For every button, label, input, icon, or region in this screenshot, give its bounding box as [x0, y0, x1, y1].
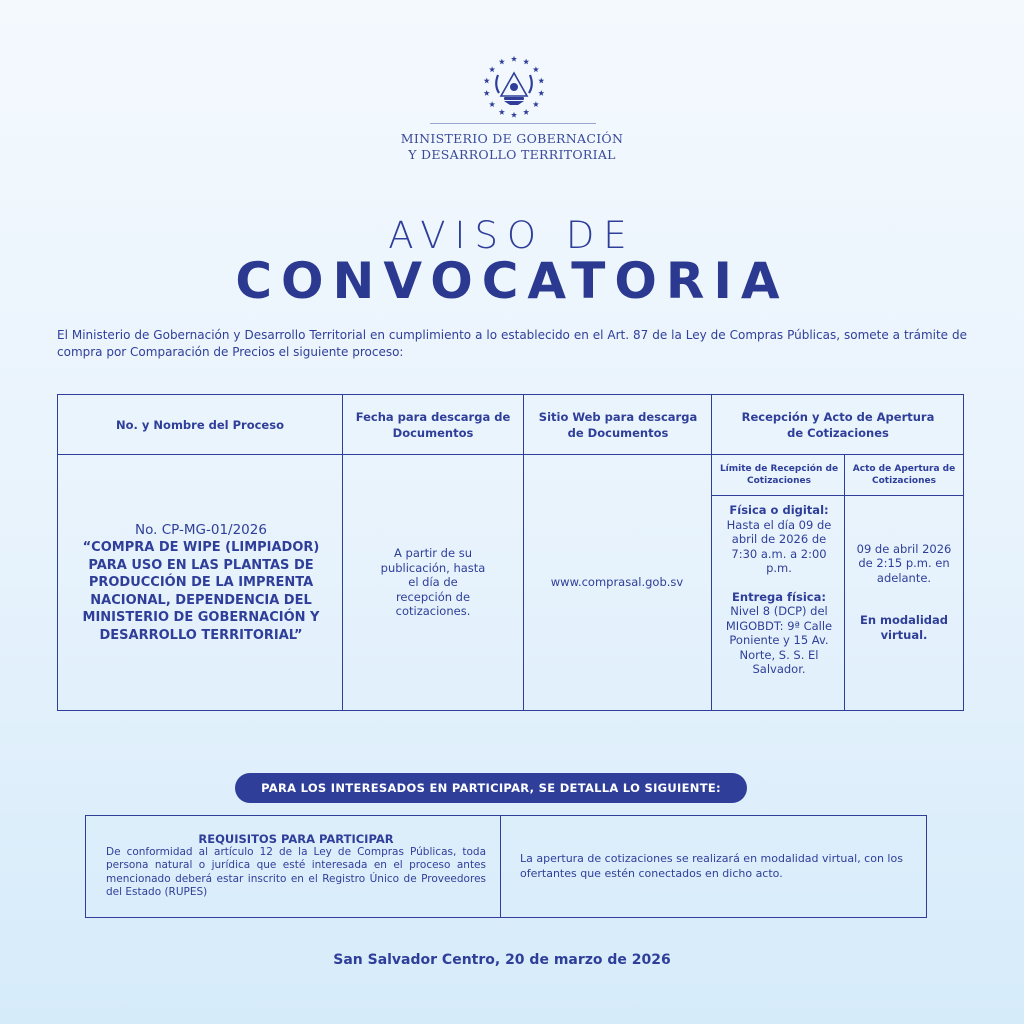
- cell-download-date: [380, 455, 486, 710]
- table-column-divider: [523, 395, 524, 710]
- seal-star-icon: [511, 112, 517, 118]
- virtual-opening-text: La apertura de cotizaciones se realizará en modalidad virtual, con los ofertantes que estén conectados en dicho acto.: [520, 852, 903, 880]
- seal-star-icon: [523, 59, 529, 65]
- website-link[interactable]: www.comprasal.gob.sv: [550, 575, 684, 590]
- footer-date: San Salvador Centro, 20 de marzo de 2026: [333, 952, 671, 968]
- opening-mode: En modalidad virtual.: [859, 613, 949, 642]
- participation-banner: PARA LOS INTERESADOS EN PARTICIPAR, SE DETALLA LO SIGUIENTE:: [235, 773, 747, 803]
- virtual-opening-cell: [502, 816, 926, 917]
- seal-star-icon: [499, 59, 505, 65]
- cell-limit: [724, 497, 834, 677]
- seal-star-icon: [538, 90, 544, 96]
- seal-star-icon: [484, 78, 490, 84]
- cell-process: [72, 455, 330, 710]
- ministry-name: [312, 131, 712, 163]
- header-download-date: Fecha para descarga de Documentos: [355, 409, 511, 440]
- limit-label-physical-delivery: Entrega física:: [732, 589, 826, 604]
- limit-text-physical-delivery: Nivel 8 (DCP) del MIGOBDT: 9ª Calle Poniente y 15 Av. Norte, S. S. El Salvador.: [725, 604, 833, 676]
- title-convocatoria: CONVOCATORIA: [235, 252, 789, 310]
- limit-label-physical-digital: Física o digital:: [729, 503, 829, 517]
- opening-text: 09 de abril 2026 de 2:15 p.m. en adelante.: [856, 541, 952, 585]
- ministry-name-line2: Y DESARROLLO TERRITORIAL: [408, 147, 616, 162]
- header-reception: Recepción y Acto de Apertura de Cotizaciones: [741, 409, 935, 440]
- seal-star-icon: [499, 109, 505, 115]
- process-name: “COMPRA DE WIPE (LIMPIADOR) PARA USO EN LAS PLANTAS DE PRODUCCIÓN DE LA IMPRENTA NACIONAL, DEPENDENCIA DEL MINISTERIO DE GOBERNACIÓN Y DESARROLLO TERRITORIAL”: [82, 540, 320, 643]
- seal-star-icon: [489, 101, 495, 107]
- subheader-opening: Acto de Apertura de Cotizaciones: [852, 464, 956, 486]
- cell-opening: [850, 497, 958, 687]
- requirements-cell: [86, 816, 500, 917]
- limit-text-physical-digital: Hasta el día 09 de abril de 2026 de 7:30 a.m. a 2:00 p.m.: [726, 517, 832, 575]
- table-column-divider: [711, 395, 712, 710]
- title-aviso-de: AVISO DE: [388, 214, 636, 257]
- process-number: No. CP-MG-01/2026: [135, 522, 267, 538]
- requirements-title: REQUISITOS PARA PARTICIPAR: [198, 832, 394, 846]
- seal-star-icon: [523, 109, 529, 115]
- table-column-divider: [342, 395, 343, 710]
- subheader-limit: Límite de Recepción de Cotizaciones: [719, 464, 839, 486]
- seal-star-icon: [538, 78, 544, 84]
- header-divider: [430, 123, 596, 124]
- requirements-divider: [500, 816, 501, 917]
- header-process: No. y Nombre del Proceso: [116, 417, 284, 432]
- table-subcolumn-divider: [844, 455, 845, 710]
- national-seal-icon: [482, 55, 546, 119]
- seal-star-icon: [533, 101, 539, 107]
- requirements-table: [85, 815, 927, 918]
- seal-star-icon: [533, 66, 539, 72]
- intro-paragraph: El Ministerio de Gobernación y Desarrollo Territorial en cumplimiento a lo establecido en el Art. 87 de la Ley de Compras Públicas, somete a trámite de compra por Comparación de Precios el siguiente proceso:: [57, 328, 967, 359]
- table-subheader-divider: [712, 495, 963, 496]
- seal-star-icon: [511, 56, 517, 62]
- requirements-text: De conformidad al artículo 12 de la Ley de Compras Públicas, toda persona natural o jurídica que esté interesada en el proceso antes mencionado deberá estar inscrito en el Registro Único de Proveedores del Estado (RUPES): [106, 846, 486, 898]
- cell-website: [528, 455, 706, 710]
- header-website: Sitio Web para descarga de Documentos: [538, 409, 698, 440]
- process-table: [57, 394, 964, 711]
- seal-star-icon: [489, 66, 495, 72]
- seal-star-icon: [484, 90, 490, 96]
- download-date-text: A partir de su publicación, hasta el día de recepción de cotizaciones.: [380, 546, 486, 619]
- ministry-name-line1: MINISTERIO DE GOBERNACIÓN: [400, 131, 624, 146]
